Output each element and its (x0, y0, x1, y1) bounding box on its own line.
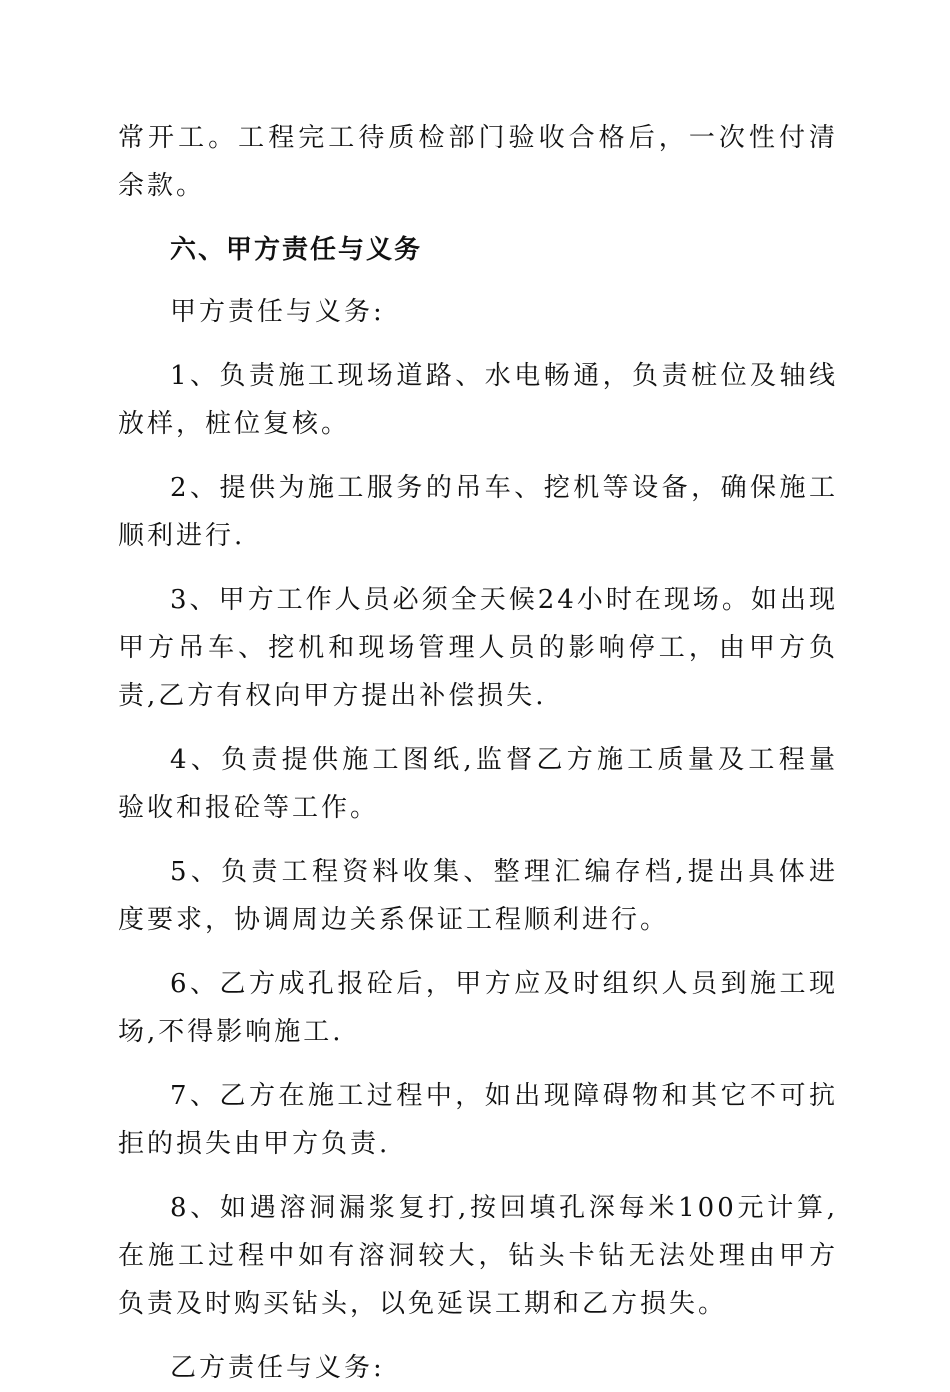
list-item-2: 2、提供为施工服务的吊车、挖机等设备，确保施工顺利进行. (118, 473, 838, 551)
document-body (118, 114, 838, 1392)
paragraph-continuation: 常开工。工程完工待质检部门验收合格后，一次性付清余款。 (118, 123, 838, 201)
subheading-party-a: 甲方责任与义务: (170, 297, 385, 327)
list-item-8: 8、如遇溶洞漏浆复打,按回填孔深每米100元计算,在施工过程中如有溶洞较大，钻头卡钻无法处理由甲方负责及时购买钻头，以免延误工期和乙方损失。 (118, 1193, 838, 1319)
list-item-6: 6、乙方成孔报砼后，甲方应及时组织人员到施工现场,不得影响施工. (118, 969, 838, 1047)
list-item-1: 1、负责施工现场道路、水电畅通，负责桩位及轴线放样，桩位复核。 (118, 361, 838, 439)
list-item-5: 5、负责工程资料收集、整理汇编存档,提出具体进度要求，协调周边关系保证工程顺利进行。 (118, 857, 838, 935)
list-item-4: 4、负责提供施工图纸,监督乙方施工质量及工程量验收和报砼等工作。 (118, 745, 838, 823)
section-heading-party-a-duties: 六、甲方责任与义务 (170, 235, 423, 265)
list-item-3: 3、甲方工作人员必须全天候24小时在现场。如出现甲方吊车、挖机和现场管理人员的影响停工，由甲方负责,乙方有权向甲方提出补偿损失. (118, 585, 838, 711)
list-item-7: 7、乙方在施工过程中，如出现障碍物和其它不可抗拒的损失由甲方负责. (118, 1081, 838, 1159)
subheading-party-b: 乙方责任与义务: (170, 1353, 385, 1383)
